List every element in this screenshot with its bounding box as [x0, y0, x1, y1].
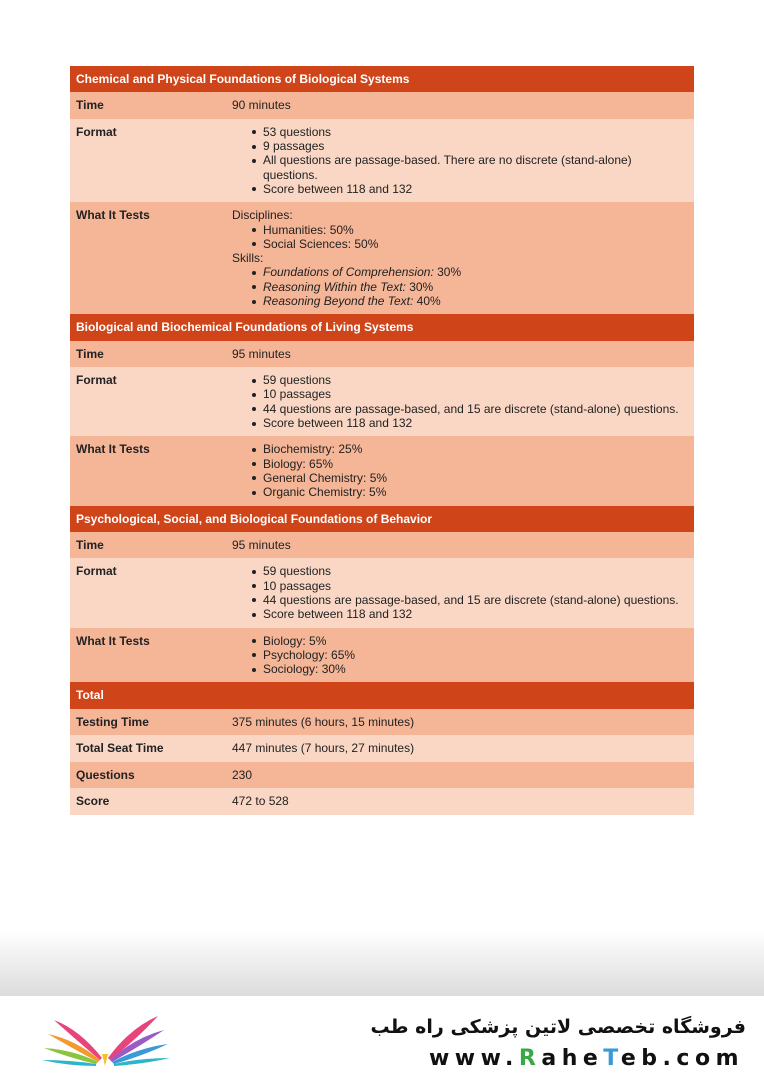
mcat-sections-table [70, 66, 694, 815]
tests-row [70, 202, 694, 314]
list-item: Biology: 5% [251, 634, 688, 648]
list-item: 59 questions [251, 373, 688, 387]
format-row [70, 119, 694, 202]
row-value: 447 minutes (7 hours, 27 minutes) [226, 735, 694, 762]
skill-name: Reasoning Within the Text: [263, 279, 406, 294]
time-value: 95 minutes [226, 341, 694, 368]
list-item: 59 questions [251, 564, 688, 578]
list-item: Biology: 65% [251, 457, 688, 471]
url-mid: ahe [541, 1046, 604, 1071]
list-item: Biochemistry: 25% [251, 442, 688, 456]
section-title: Chemical and Physical Foundations of Biological Systems [70, 66, 694, 92]
url-letter-t: T [603, 1046, 621, 1071]
total-row [70, 735, 694, 762]
list-item: 44 questions are passage-based, and 15 are discrete (stand-alone) questions. [251, 593, 688, 607]
format-list [251, 125, 688, 196]
tests-list [251, 442, 688, 499]
total-row [70, 762, 694, 789]
url-letter-r: R [518, 1046, 542, 1071]
footer-shadow [0, 930, 764, 996]
tests-row [70, 436, 694, 505]
total-row [70, 788, 694, 815]
list-item: Psychology: 65% [251, 648, 688, 662]
list-item: Organic Chemistry: 5% [251, 485, 688, 499]
format-list [251, 373, 688, 430]
list-item: 10 passages [251, 387, 688, 401]
list-item: Sociology: 30% [251, 662, 688, 676]
section-title: Biological and Biochemical Foundations of Living Systems [70, 314, 694, 340]
total-row [70, 709, 694, 736]
list-item: Social Sciences: 50% [251, 237, 688, 251]
skills-list [251, 265, 688, 308]
list-item: Score between 118 and 132 [251, 607, 688, 621]
skill-value: 30% [405, 279, 434, 294]
open-book-logo [40, 1010, 170, 1068]
row-label: What It Tests [70, 436, 226, 505]
row-label: What It Tests [70, 628, 226, 683]
row-value: 472 to 528 [226, 788, 694, 815]
row-label: Time [70, 92, 226, 119]
row-label: Testing Time [70, 709, 226, 736]
skill-name: Reasoning Beyond the Text: [263, 294, 414, 309]
list-item: 9 passages [251, 139, 688, 153]
time-value: 95 minutes [226, 532, 694, 559]
row-label: Time [70, 532, 226, 559]
skill-name: Foundations of Comprehension: [263, 265, 434, 280]
total-header [70, 682, 694, 708]
section-title: Psychological, Social, and Biological Foundations of Behavior [70, 506, 694, 532]
section-header [70, 506, 694, 532]
list-item: Humanities: 50% [251, 223, 688, 237]
disciplines-list [251, 223, 688, 252]
row-label: Time [70, 341, 226, 368]
list-item: Score between 118 and 132 [251, 182, 688, 196]
time-row [70, 341, 694, 368]
list-item: General Chemistry: 5% [251, 471, 688, 485]
row-label: Score [70, 788, 226, 815]
list-item [251, 280, 688, 294]
tests-row [70, 628, 694, 683]
row-label: Format [70, 119, 226, 202]
time-row [70, 532, 694, 559]
shop-name: فروشگاه تخصصی لاتین پزشکی راه طب [370, 1016, 746, 1038]
list-item [251, 294, 688, 308]
list-item: 44 questions are passage-based, and 15 are discrete (stand-alone) questions. [251, 402, 688, 416]
section-header [70, 66, 694, 92]
row-label: Questions [70, 762, 226, 789]
website-url [429, 1046, 744, 1071]
url-prefix: www. [428, 1046, 519, 1071]
row-label: Format [70, 558, 226, 627]
format-row [70, 367, 694, 436]
row-value: 230 [226, 762, 694, 789]
section-title: Total [70, 682, 694, 708]
list-item [251, 265, 688, 279]
footer-banner [0, 996, 764, 1080]
time-row [70, 92, 694, 119]
list-item: 10 passages [251, 579, 688, 593]
skill-value: 40% [413, 294, 441, 309]
row-value: 375 minutes (6 hours, 15 minutes) [226, 709, 694, 736]
time-value: 90 minutes [226, 92, 694, 119]
list-item: All questions are passage-based. There are no discrete (stand-alone) questions. [251, 153, 688, 182]
disciplines-label: Disciplines: [232, 208, 293, 223]
tests-list [251, 634, 688, 677]
format-row [70, 558, 694, 627]
section-header [70, 314, 694, 340]
row-label: What It Tests [70, 202, 226, 314]
skill-value: 30% [433, 265, 462, 280]
list-item: 53 questions [251, 125, 688, 139]
row-label: Format [70, 367, 226, 436]
url-end: eb.com [620, 1046, 744, 1071]
skills-label: Skills: [232, 251, 264, 266]
list-item: Score between 118 and 132 [251, 416, 688, 430]
format-list [251, 564, 688, 621]
row-label: Total Seat Time [70, 735, 226, 762]
